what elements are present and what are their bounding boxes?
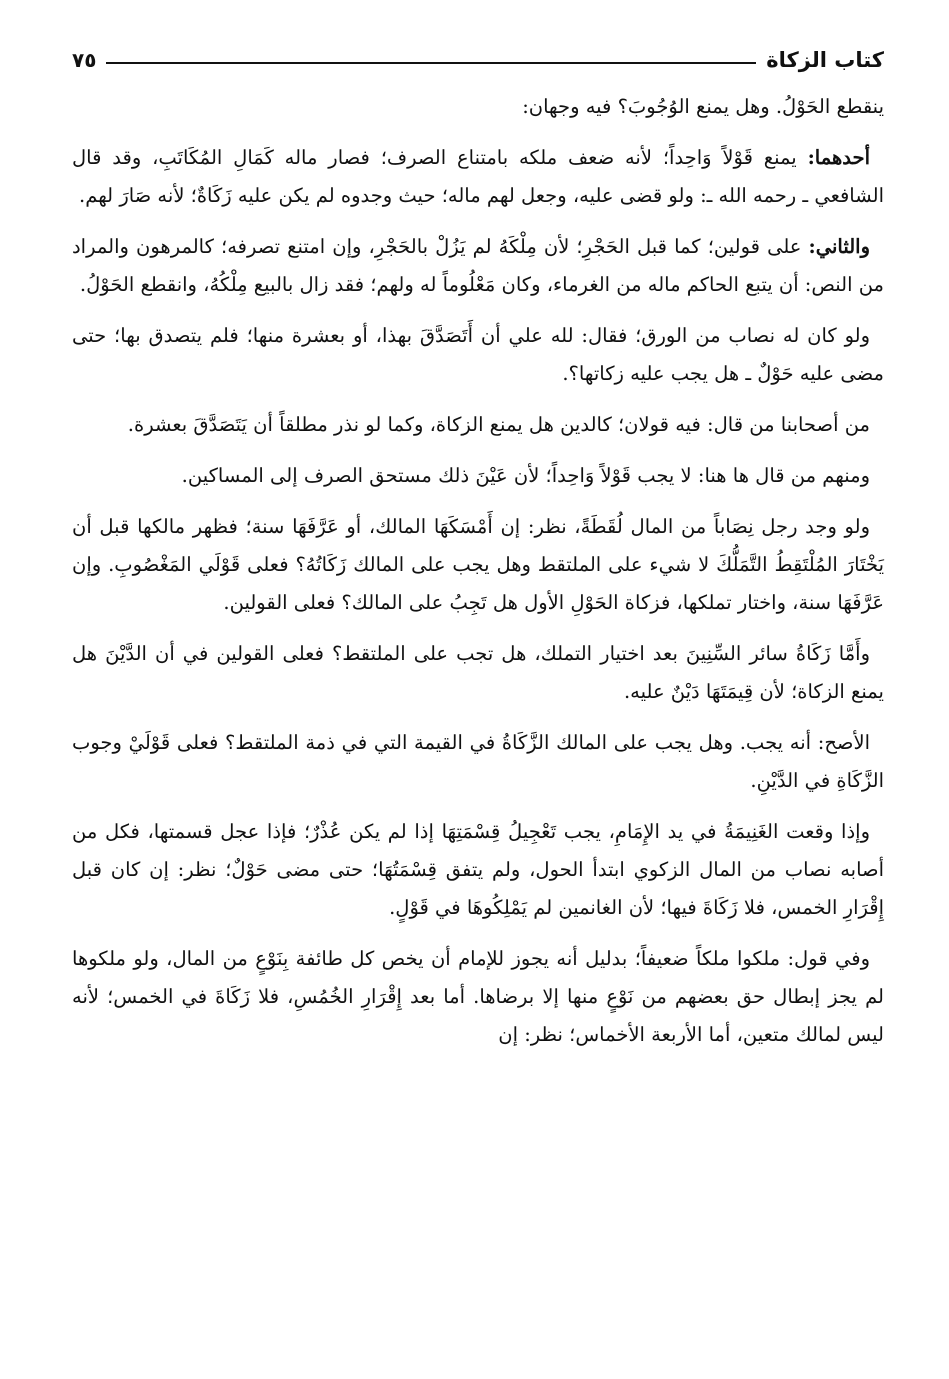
paragraph (72, 940, 884, 1054)
paragraph-text: وإذا وقعت الغَنِيمَةُ في يد الإِمَامِ، يجب تَعْجِيلُ قِسْمَتِهَا إذا لم يكن عُذْرٌ؛ فإذا عجل قسمتها، فكل من أصابه نصاب من المال الزكوي ابتدأ الحول، ولم يتفق قِسْمَتُهَا؛ حتى مضى حَوْلٌ؛ نظر: إن كان قبل إِقْرَارِ الخمس، فلا زَكَاةَ فيها؛ لأن الغانمين لم يَمْلِكُوهَا في قَوْلٍ. (72, 820, 884, 919)
page-header (72, 40, 884, 80)
paragraph-text: وأَمَّا زَكَاةُ سائر السِّنِينَ بعد اختيار التملك، هل تجب على الملتقط؟ فعلى القولين في أن الدَّيْنَ هل يمنع الزكاة؛ لأن قِيمَتَهَا دَيْنٌ عليه. (72, 642, 884, 703)
paragraph-text: وفي قول: ملكوا ملكاً ضعيفاً؛ بدليل أنه يجوز للإمام أن يخص كل طائفة بِنَوْعٍ من المال، ولو ملكوها لم يجز إبطال حق بعضهم من نَوْعٍ منها إلا برضاها. أما بعد إِقْرَارِ الخُمُسِ، فلا زَكَاةَ في الخمس؛ لأنه ليس لمالك متعين، أما الأربعة الأخماس؛ نظر: إن (72, 947, 884, 1046)
paragraph (72, 813, 884, 927)
paragraph (72, 406, 884, 444)
paragraph (72, 139, 884, 215)
paragraph-text: على قولين؛ كما قبل الحَجْرِ؛ لأن مِلْكَهُ لم يَزُلْ بالحَجْرِ، وإن امتنع تصرفه؛ كالمرهون والمراد من النص: أن يتبع الحاكم ماله من الغرماء، وكان مَعْلُوماً له ولهم؛ فقد زال بالبيع مِلْكُهُ، وانقطع الحَوْلُ. (72, 235, 884, 296)
book-page (72, 40, 884, 1340)
paragraph (72, 724, 884, 800)
paragraph-text: ينقطع الحَوْلُ. وهل يمنع الوُجُوبَ؟ فيه وجهان: (522, 95, 884, 118)
paragraph (72, 457, 884, 495)
paragraph-text: يمنع قَوْلاً وَاحِداً؛ لأنه ضعف ملكه بامتناع الصرف؛ فصار ماله كَمَالِ المُكَاتَبِ، وقد قال الشافعي ـ رحمه الله ـ: ولو قضى عليه، وجعل لهم ماله؛ حيث وجدوه لم يكن عليه زَكَاةٌ؛ لأنه صَارَ لهم. (72, 146, 884, 207)
header-rule (106, 62, 756, 64)
paragraph-text: ومنهم من قال ها هنا: لا يجب قَوْلاً وَاحِداً؛ لأن عَيْنَ ذلك مستحق الصرف إلى المساكين. (181, 464, 870, 487)
page-body (72, 88, 884, 1054)
paragraph (72, 635, 884, 711)
paragraph (72, 88, 884, 126)
paragraph-text: ولو وجد رجل نِصَاباً من المال لُقَطَةً، نظر: إن أَمْسَكَهَا المالك، أو عَرَّفَهَا سنة؛ فظهر مالكها قبل أن يَخْتَارَ المُلْتَقِطُ التَّمَلُّكَ لا شيء على الملتقط وهل يجب على المالك زَكَاتُهُ؟ فعلى قَوْلَي المَغْصُوبِ. وإن عَرَّفَهَا سنة، واختار تملكها، فزكاة الحَوْلِ الأول هل تَجِبُ على المالك؟ فعلى القولين. (72, 515, 884, 614)
paragraph-text: من أصحابنا من قال: فيه قولان؛ كالدين هل يمنع الزكاة، وكما لو نذر مطلقاً أن يَتَصَدَّقَ بعشرة. (127, 413, 870, 436)
paragraph-lead: والثاني: (808, 235, 870, 258)
paragraph (72, 508, 884, 622)
paragraph (72, 228, 884, 304)
paragraph-text: الأصح: أنه يجب. وهل يجب على المالك الزَّكَاةُ في القيمة التي في ذمة الملتقط؟ فعلى قَوْلَيْ وجوب الزَّكَاةِ في الدَّيْنِ. (72, 731, 884, 792)
paragraph-text: ولو كان له نصاب من الورق؛ فقال: لله علي أن أَتَصَدَّقَ بهذا، أو بعشرة منها؛ فلم يتصدق بها؛ حتى مضى عليه حَوْلٌ ـ هل يجب عليه زكاتها؟. (72, 324, 884, 385)
paragraph-lead: أحدهما: (807, 146, 870, 169)
chapter-title: كتاب الزكاة (766, 48, 884, 72)
paragraph (72, 317, 884, 393)
page-number: ٧٥ (72, 48, 97, 72)
